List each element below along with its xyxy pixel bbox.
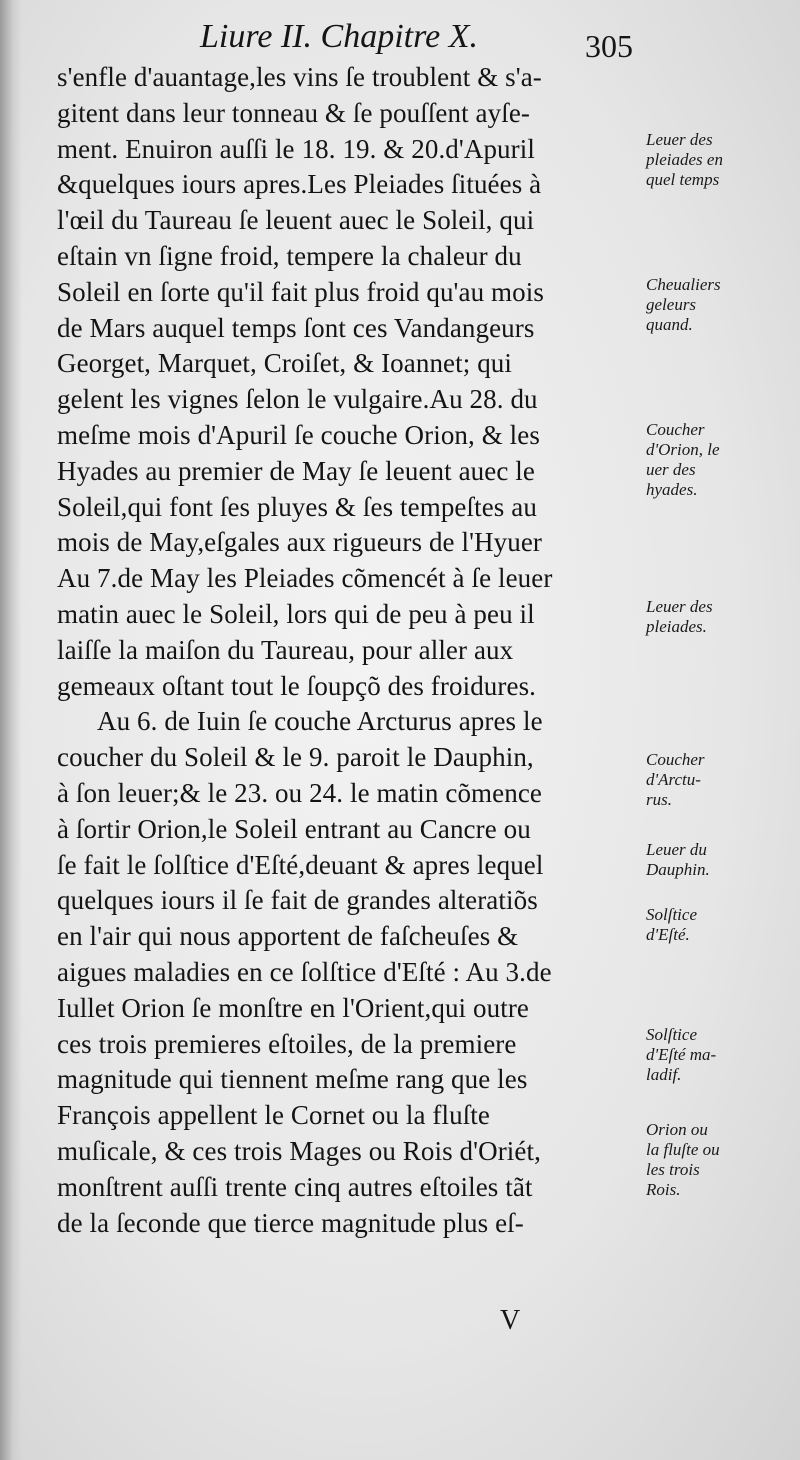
text-line: matin auec le Soleil, lors qui de peu à peu il	[57, 598, 535, 629]
note-line: la fluſte ou	[646, 1140, 720, 1159]
marginal-note-cheualiers	[646, 275, 796, 335]
body-text	[57, 60, 647, 1241]
text-line: meſme mois d'Apuril ſe couche Orion, & les	[57, 419, 540, 450]
marginal-note-solstice-maladif	[646, 1025, 796, 1085]
text-line: ſe fait le ſolſtice d'Eſté,deuant & apres lequel	[57, 849, 544, 880]
text-line: mois de May,eſgales aux rigueurs de l'Hyuer	[57, 527, 543, 558]
text-line: gitent dans leur tonneau & ſe pouſſent ayſe-	[57, 97, 531, 128]
text-line: Soleil,qui font ſes pluyes & ſes tempeſtes au	[57, 491, 537, 522]
marginal-note-solstice-este	[646, 905, 796, 945]
text-line: en l'air qui nous apportent de faſcheuſes &	[57, 921, 519, 952]
text-line: gemeaux oſtant tout le ſoupçõ des froidures.	[57, 670, 537, 701]
note-line: geleurs	[646, 295, 697, 314]
text-line: l'œil du Taureau ſe leuent auec le Soleil, qui	[57, 205, 535, 236]
signature-mark: V	[500, 1305, 521, 1336]
text-line: à ſon leuer;& le 23. ou 24. le matin cõmence	[57, 777, 542, 808]
text-line: Hyades au premier de May ſe leuent auec le	[57, 455, 535, 486]
text-line: Iullet Orion ſe monſtre en l'Orient,qui outre	[57, 992, 529, 1023]
marginal-notes	[646, 0, 796, 1460]
note-line: quel temps	[646, 170, 720, 189]
text-line: Georget, Marquet, Croiſet, & Ioannet; qui	[57, 348, 512, 379]
note-line: Orion ou	[646, 1120, 708, 1139]
text-line: de Mars auquel temps ſont ces Vandangeurs	[57, 312, 535, 343]
marginal-note-coucher-arcturus	[646, 750, 796, 810]
text-line: s'enfle d'auantage,les vins ſe troublent & s'a-	[57, 62, 542, 92]
text-line: Soleil en ſorte qu'il fait plus froid qu'au mois	[57, 276, 544, 307]
text-line: &quelques iours apres.Les Pleiades ſituées à	[57, 169, 542, 200]
note-line: Leuer des	[646, 130, 713, 149]
note-line: Solſtice	[646, 905, 697, 924]
note-line: Rois.	[646, 1180, 681, 1199]
text-line: ment. Enuiron auſſi le 18. 19. & 20.d'Apuril	[57, 133, 535, 164]
note-line: Cheualiers	[646, 275, 721, 294]
note-line: Coucher	[646, 420, 705, 439]
note-line: d'Orion, le	[646, 440, 720, 459]
text-line: à ſortir Orion,le Soleil entrant au Cancre ou	[57, 813, 531, 844]
text-line: magnitude qui tiennent meſme rang que les	[57, 1064, 528, 1095]
note-line: ladif.	[646, 1065, 682, 1084]
note-line: quand.	[646, 315, 693, 334]
text-line: quelques iours il ſe fait de grandes alteratiõs	[57, 885, 538, 916]
running-head: Liure II. Chapitre X.	[200, 18, 478, 55]
text-line: laiſſe la maiſon du Taureau, pour aller aux	[57, 634, 514, 665]
note-line: rus.	[646, 790, 672, 809]
text-line: ces trois premieres eſtoiles, de la premiere	[57, 1028, 517, 1059]
note-line: Coucher	[646, 750, 705, 769]
text-line: coucher du Soleil & le 9. paroit le Dauphin,	[57, 742, 534, 773]
note-line: pleiades.	[646, 617, 707, 636]
note-line: Leuer du	[646, 840, 707, 859]
text-line: eſtain vn ſigne froid, tempere la chaleur du	[57, 240, 522, 271]
text-line: Au 7.de May les Pleiades cõmencét à ſe leuer	[57, 563, 553, 594]
note-line: Solſtice	[646, 1025, 697, 1044]
marginal-note-orion-fluste	[646, 1120, 796, 1200]
text-line: aigues maladies en ce ſolſtice d'Eſté : Au 3.de	[57, 956, 552, 987]
text-line: gelent les vignes ſelon le vulgaire.Au 28. du	[57, 384, 538, 415]
note-line: d'Arctu-	[646, 770, 701, 789]
note-line: hyades.	[646, 480, 698, 499]
marginal-note-leuer-pleiades	[646, 130, 796, 190]
note-line: uer des	[646, 460, 696, 479]
note-line: Leuer des	[646, 597, 713, 616]
note-line: Dauphin.	[646, 860, 710, 879]
text-line: de la ſeconde que tierce magnitude plus eſ-	[57, 1207, 524, 1238]
text-line: monſtrent auſſi trente cinq autres eſtoiles tãt	[57, 1171, 533, 1202]
note-line: les trois	[646, 1160, 700, 1179]
marginal-note-leuer-dauphin	[646, 840, 796, 880]
note-line: pleiades en	[646, 150, 723, 169]
text-line: François appellent le Cornet ou la fluſte	[57, 1100, 490, 1131]
note-line: d'Eſté ma-	[646, 1045, 717, 1064]
page-gutter-shadow	[0, 0, 22, 1460]
marginal-note-coucher-orion	[646, 420, 796, 500]
marginal-note-leuer-pleiades-2	[646, 597, 796, 637]
page-number: 305	[585, 28, 633, 64]
text-line: Au 6. de Iuin ſe couche Arcturus apres le	[97, 706, 543, 737]
note-line: d'Eſté.	[646, 925, 690, 944]
text-line: muſicale, & ces trois Mages ou Rois d'Oriét,	[57, 1135, 541, 1166]
